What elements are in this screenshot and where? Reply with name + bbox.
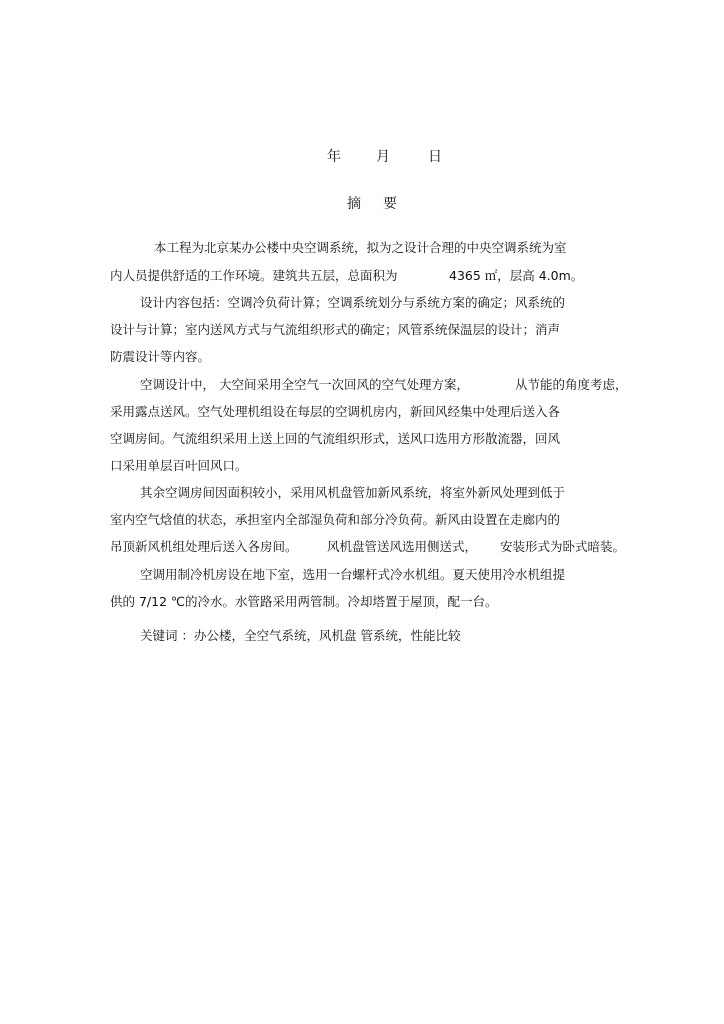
paragraph-line: 内人员提供舒适的工作环境。建筑共五层，总面积为 <box>110 268 398 283</box>
paragraph-line: 防震设计等内容。 <box>110 349 211 364</box>
date-day: 日 <box>428 149 442 165</box>
paragraph-line: 4365 ㎡，层高 4.0m。 <box>449 268 584 283</box>
paragraph-line: 采用露点送风。空气处理机组设在每层的空调机房内，新回风经集中处理后送入各 <box>110 404 561 419</box>
abstract-title <box>0 194 724 214</box>
paragraph-line: 从节能的角度考虑， <box>515 377 628 392</box>
paragraph-line: 供的 7/12 ℃的冷水。水管路采用两管制。冷却塔置于屋顶，配一台。 <box>110 594 498 609</box>
paragraph-line: 设计与计算；室内送风方式与气流组织形式的确定；风管系统保温层的设计；消声 <box>110 322 561 337</box>
date-line <box>0 147 724 167</box>
date-year: 年 <box>327 149 341 165</box>
abstract-title-char-1: 摘 <box>347 196 361 212</box>
paragraph-line: 风机盘管送风选用侧送式， <box>327 539 478 554</box>
paragraph-line: 空调设计中， 大空间采用全空气一次回风的空气处理方案， <box>140 377 469 392</box>
paragraph-line: 空调房间。气流组织采用上送上回的气流组织形式，送风口选用方形散流器，回风 <box>110 431 561 446</box>
paragraph-line: 室内空气焓值的状态，承担室内全部湿负荷和部分冷负荷。新风由设置在走廊内的 <box>110 512 561 527</box>
paragraph-line: 空调用制冷机房设在地下室，选用一台螺杆式冷水机组。夏天使用冷水机组提 <box>140 567 566 582</box>
paragraph-line: 口采用单层百叶回风口。 <box>110 458 248 473</box>
paragraph-line: 本工程为北京某办公楼中央空调系统，拟为之设计合理的中央空调系统为室 <box>154 240 567 255</box>
abstract-title-char-2: 要 <box>383 196 397 212</box>
keywords-line: 关键词 ：办公楼，全空气系统，风机盘 管系统，性能比较 <box>140 628 461 643</box>
paragraph-line: 安装形式为卧式暗装。 <box>500 539 626 554</box>
date-month: 月 <box>376 149 390 165</box>
paragraph-line: 其余空调房间因面积较小，采用风机盘管加新风系统，将室外新风处理到低于 <box>140 485 566 500</box>
paragraph-line: 吊顶新风机组处理后送入各房间。 <box>110 539 298 554</box>
paragraph-line: 设计内容包括：空调冷负荷计算；空调系统划分与系统方案的确定；风系统的 <box>140 295 566 310</box>
